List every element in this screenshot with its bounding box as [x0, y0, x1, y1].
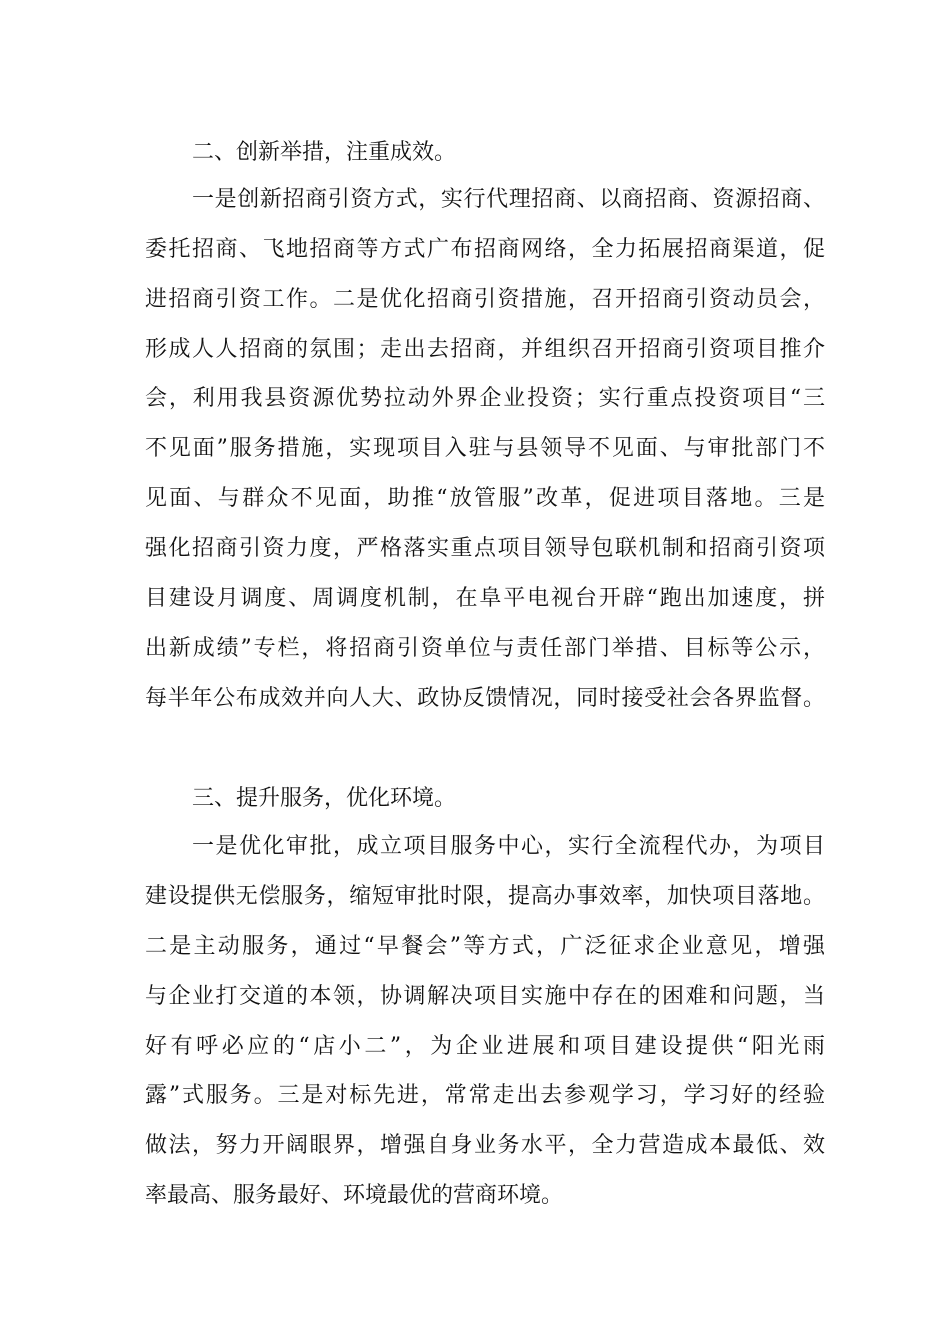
- paragraph-line: 好有呼必应的“店小二”，为企业进展和项目建设提供“阳光雨: [145, 1034, 825, 1059]
- paragraph-line: 建设提供无偿服务，缩短审批时限，提高办事效率，加快项目落地。: [145, 884, 825, 909]
- paragraph-line: 不见面”服务措施，实现项目入驻与县领导不见面、与审批部门不: [145, 436, 825, 461]
- paragraph-line: 目建设月调度、周调度机制，在阜平电视台开辟“跑出加速度，拼: [145, 586, 825, 611]
- paragraph-line: 做法，努力开阔眼界，增强自身业务水平，全力营造成本最低、效: [145, 1133, 825, 1158]
- paragraph-line: 每半年公布成效并向人大、政协反馈情况，同时接受社会各界监督。: [145, 686, 825, 711]
- paragraph-line: 出新成绩”专栏，将招商引资单位与责任部门举措、目标等公示，: [145, 636, 825, 661]
- section-heading-2: 二、创新举措，注重成效。: [192, 140, 457, 165]
- paragraph-line: 进招商引资工作。二是优化招商引资措施，召开招商引资动员会，: [145, 287, 825, 312]
- paragraph-line: 二是主动服务，通过“早餐会”等方式，广泛征求企业意见，增强: [145, 934, 825, 959]
- paragraph-line: 形成人人招商的氛围；走出去招商，并组织召开招商引资项目推介: [145, 337, 825, 362]
- paragraph-line: 与企业打交道的本领，协调解决项目实施中存在的困难和问题，当: [145, 984, 825, 1009]
- paragraph-line: 见面、与群众不见面，助推“放管服”改革，促进项目落地。三是: [145, 486, 825, 511]
- section-heading-3: 三、提升服务，优化环境。: [192, 786, 457, 811]
- paragraph-line: 率最高、服务最好、环境最优的营商环境。: [145, 1183, 564, 1208]
- paragraph-line: 强化招商引资力度，严格落实重点项目领导包联机制和招商引资项: [145, 536, 825, 561]
- paragraph-line: 一是创新招商引资方式，实行代理招商、以商招商、资源招商、: [192, 187, 825, 212]
- paragraph-line: 委托招商、飞地招商等方式广布招商网络，全力拓展招商渠道，促: [145, 237, 825, 262]
- paragraph-line: 一是优化审批，成立项目服务中心，实行全流程代办，为项目: [192, 834, 825, 859]
- paragraph-line: 会，利用我县资源优势拉动外界企业投资；实行重点投资项目“三: [145, 386, 825, 411]
- paragraph-line: 露”式服务。三是对标先进，常常走出去参观学习，学习好的经验: [145, 1083, 825, 1108]
